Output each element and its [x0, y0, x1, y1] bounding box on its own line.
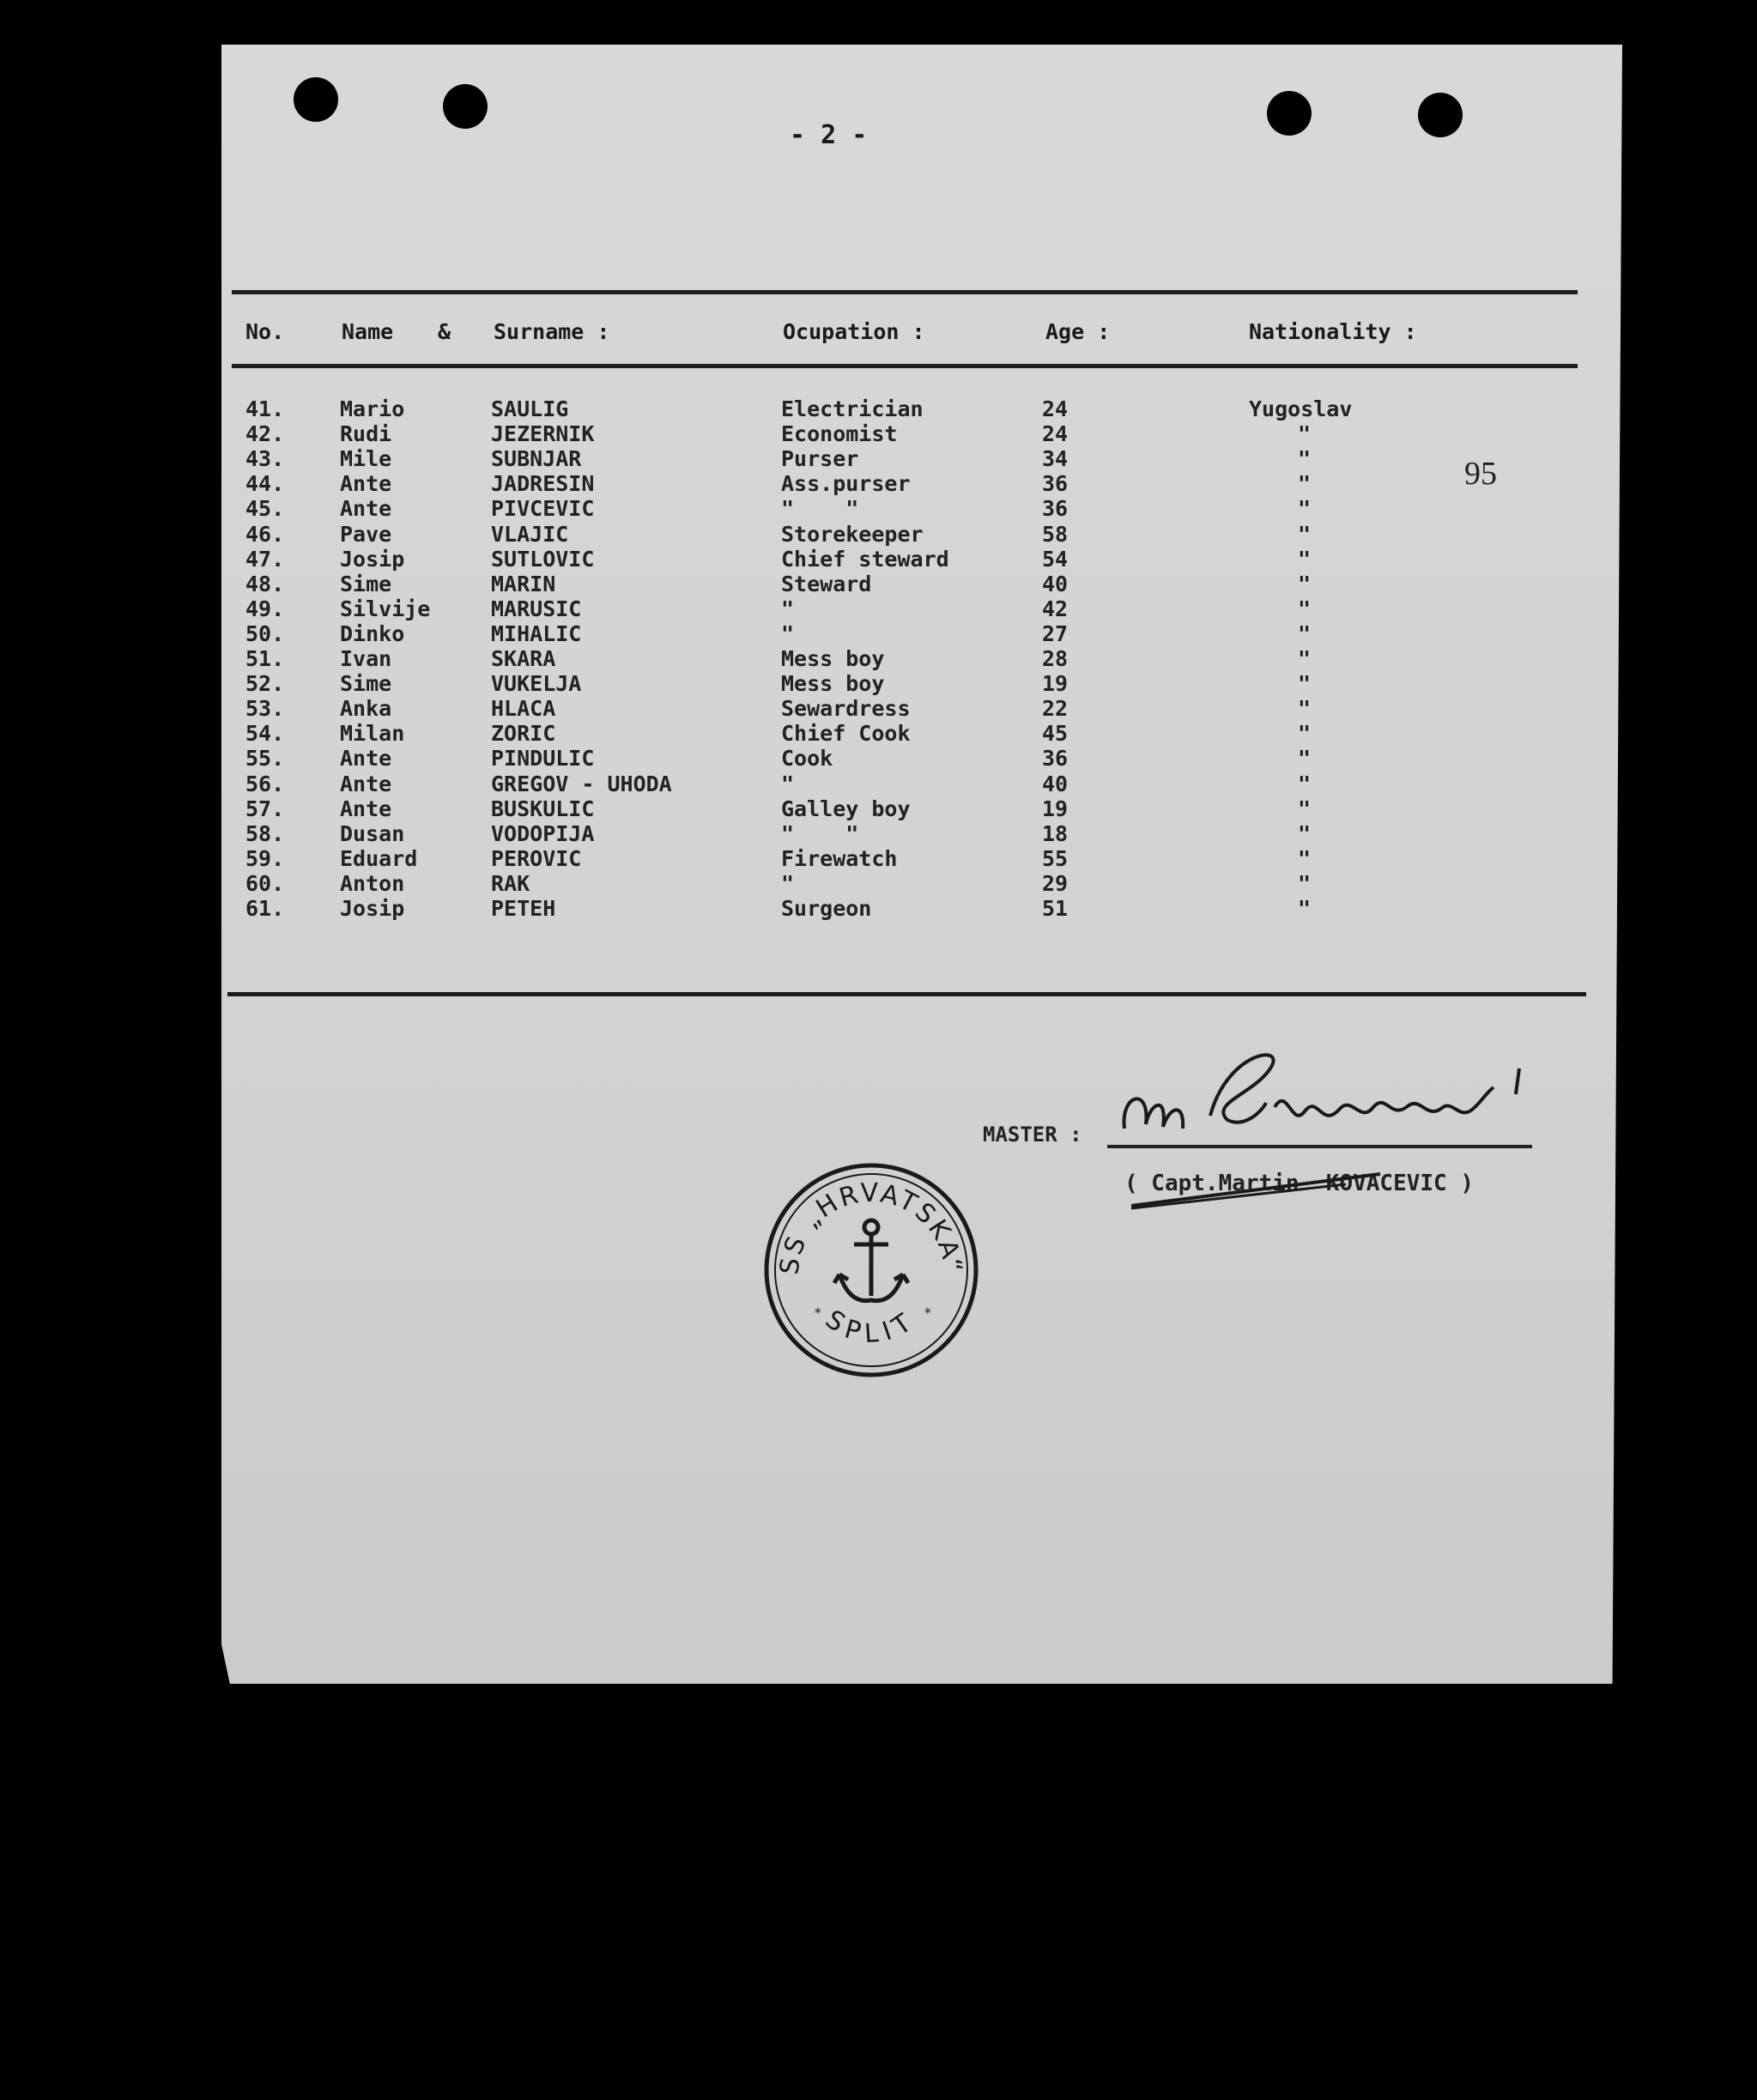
- row-name: Mario: [340, 396, 405, 421]
- row-surname: MARUSIC: [491, 596, 582, 621]
- row-name: Josip: [340, 896, 405, 921]
- row-nationality: ": [1298, 796, 1312, 821]
- row-number: 50.: [245, 621, 285, 646]
- header-rule: [232, 364, 1578, 368]
- row-name: Eduard: [340, 846, 418, 871]
- row-nationality: ": [1298, 896, 1312, 921]
- punch-hole: [443, 84, 488, 129]
- table-row: [0, 796, 1757, 821]
- row-nationality: ": [1298, 446, 1312, 471]
- table-row: [0, 646, 1757, 671]
- row-occupation: " ": [781, 496, 859, 521]
- row-age: 19: [1042, 796, 1069, 821]
- row-surname: SKARA: [491, 646, 556, 671]
- row-number: 43.: [245, 446, 285, 471]
- table-row: [0, 746, 1757, 771]
- row-name: Mile: [340, 446, 392, 471]
- row-age: 28: [1042, 646, 1069, 671]
- row-name: Sime: [340, 671, 392, 696]
- row-age: 36: [1042, 471, 1069, 496]
- row-age: 42: [1042, 596, 1069, 621]
- row-surname: RAK: [491, 871, 530, 896]
- row-age: 18: [1042, 821, 1069, 846]
- row-nationality: ": [1298, 421, 1312, 446]
- row-occupation: Sewardress: [781, 696, 911, 721]
- row-nationality: ": [1298, 522, 1312, 547]
- row-surname: JEZERNIK: [491, 421, 595, 446]
- row-number: 54.: [245, 721, 285, 746]
- signature: [1116, 1034, 1545, 1154]
- row-age: 40: [1042, 772, 1069, 796]
- signature-line: [1107, 1145, 1532, 1148]
- row-number: 49.: [245, 596, 285, 621]
- bottom-rule: [227, 992, 1586, 996]
- table-row: [0, 871, 1757, 896]
- row-name: Milan: [340, 721, 405, 746]
- table-row: [0, 496, 1757, 521]
- row-nationality: ": [1298, 871, 1312, 896]
- row-nationality: ": [1298, 721, 1312, 746]
- row-nationality: ": [1298, 621, 1312, 646]
- row-name: Ivan: [340, 646, 392, 671]
- row-number: 48.: [245, 572, 285, 596]
- row-age: 55: [1042, 846, 1069, 871]
- row-number: 61.: [245, 896, 285, 921]
- row-occupation: Storekeeper: [781, 522, 924, 547]
- row-name: Ante: [340, 772, 392, 796]
- row-nationality: ": [1298, 846, 1312, 871]
- row-surname: VODOPIJA: [491, 821, 595, 846]
- row-name: Pave: [340, 522, 392, 547]
- row-occupation: Galley boy: [781, 796, 911, 821]
- row-name: Anka: [340, 696, 392, 721]
- table-row: [0, 696, 1757, 721]
- master-label: MASTER :: [983, 1123, 1082, 1147]
- row-nationality: ": [1298, 596, 1312, 621]
- handwritten-annotation: 95: [1464, 456, 1497, 492]
- row-occupation: Mess boy: [781, 671, 885, 696]
- row-nationality: ": [1298, 772, 1312, 796]
- row-occupation: Ass.purser: [781, 471, 911, 496]
- table-row: [0, 547, 1757, 572]
- row-occupation: Purser: [781, 446, 859, 471]
- row-number: 41.: [245, 396, 285, 421]
- table-row: [0, 721, 1757, 746]
- row-age: 36: [1042, 496, 1069, 521]
- row-name: Anton: [340, 871, 405, 896]
- row-surname: PEROVIC: [491, 846, 582, 871]
- table-row: [0, 522, 1757, 547]
- table-row: [0, 396, 1757, 421]
- header-nationality: Nationality :: [1249, 319, 1417, 344]
- row-nationality: ": [1298, 496, 1312, 521]
- row-occupation: Steward: [781, 572, 872, 596]
- row-nationality: ": [1298, 646, 1312, 671]
- svg-text:*: *: [814, 1304, 822, 1321]
- row-surname: SUBNJAR: [491, 446, 582, 471]
- row-age: 24: [1042, 396, 1069, 421]
- row-name: Dinko: [340, 621, 405, 646]
- row-number: 55.: [245, 746, 285, 771]
- row-name: Josip: [340, 547, 405, 572]
- row-occupation: ": [781, 621, 795, 646]
- row-number: 56.: [245, 772, 285, 796]
- row-number: 51.: [245, 646, 285, 671]
- row-occupation: Economist: [781, 421, 898, 446]
- row-age: 27: [1042, 621, 1069, 646]
- row-occupation: Cook: [781, 746, 833, 771]
- table-row: [0, 671, 1757, 696]
- header-name: Name: [342, 319, 394, 344]
- row-surname: PINDULIC: [491, 746, 595, 771]
- row-number: 60.: [245, 871, 285, 896]
- row-number: 47.: [245, 547, 285, 572]
- row-surname: JADRESIN: [491, 471, 595, 496]
- row-age: 54: [1042, 547, 1069, 572]
- row-nationality: ": [1298, 547, 1312, 572]
- row-age: 58: [1042, 522, 1069, 547]
- row-name: Sime: [340, 572, 392, 596]
- row-occupation: ": [781, 871, 795, 896]
- row-number: 46.: [245, 522, 285, 547]
- strike-through-mark: [1131, 1167, 1380, 1210]
- row-number: 59.: [245, 846, 285, 871]
- stamp-top-text: SS „HRVATSKA“: [774, 1177, 968, 1276]
- row-name: Ante: [340, 796, 392, 821]
- row-nationality: ": [1298, 471, 1312, 496]
- master-typed-name: ( Capt.Martin KOVACEVIC ): [1124, 1171, 1474, 1196]
- row-number: 42.: [245, 421, 285, 446]
- row-age: 19: [1042, 671, 1069, 696]
- punch-hole: [1418, 93, 1463, 137]
- table-row: [0, 821, 1757, 846]
- row-name: Ante: [340, 471, 392, 496]
- row-surname: ZORIC: [491, 721, 556, 746]
- table-row: [0, 896, 1757, 921]
- header-occupation: Ocupation :: [783, 319, 925, 344]
- row-occupation: Mess boy: [781, 646, 885, 671]
- row-surname: VUKELJA: [491, 671, 582, 696]
- row-surname: GREGOV - UHODA: [491, 772, 672, 796]
- row-age: 36: [1042, 746, 1069, 771]
- row-occupation: Firewatch: [781, 846, 898, 871]
- row-number: 53.: [245, 696, 285, 721]
- header-no: No.: [245, 319, 285, 344]
- table-row: [0, 772, 1757, 796]
- svg-text:SPLIT: [820, 1304, 923, 1349]
- row-age: 51: [1042, 896, 1069, 921]
- row-surname: SAULIG: [491, 396, 569, 421]
- table-row: [0, 846, 1757, 871]
- row-occupation: ": [781, 772, 795, 796]
- punch-hole: [294, 77, 338, 122]
- row-occupation: Electrician: [781, 396, 924, 421]
- row-occupation: " ": [781, 821, 859, 846]
- row-age: 40: [1042, 572, 1069, 596]
- row-age: 45: [1042, 721, 1069, 746]
- row-surname: PETEH: [491, 896, 556, 921]
- row-surname: MIHALIC: [491, 621, 582, 646]
- row-name: Silvije: [340, 596, 431, 621]
- table-row: [0, 572, 1757, 596]
- table-row: [0, 621, 1757, 646]
- ship-stamp: [755, 1163, 987, 1377]
- row-name: Ante: [340, 746, 392, 771]
- header-age: Age :: [1045, 319, 1111, 344]
- svg-text:*: *: [924, 1304, 932, 1321]
- row-surname: SUTLOVIC: [491, 547, 595, 572]
- row-occupation: ": [781, 596, 795, 621]
- row-nationality: Yugoslav: [1249, 396, 1353, 421]
- row-number: 45.: [245, 496, 285, 521]
- row-occupation: Chief steward: [781, 547, 949, 572]
- table-row: [0, 596, 1757, 621]
- table-row: [0, 421, 1757, 446]
- row-name: Rudi: [340, 421, 392, 446]
- row-surname: PIVCEVIC: [491, 496, 595, 521]
- row-occupation: Chief Cook: [781, 721, 911, 746]
- stamp-bottom-text: SPLIT: [820, 1304, 923, 1350]
- top-rule: [232, 290, 1578, 294]
- punch-hole: [1267, 91, 1312, 136]
- row-age: 34: [1042, 446, 1069, 471]
- row-nationality: ": [1298, 746, 1312, 771]
- row-number: 52.: [245, 671, 285, 696]
- row-nationality: ": [1298, 821, 1312, 846]
- row-number: 58.: [245, 821, 285, 846]
- row-age: 29: [1042, 871, 1069, 896]
- header-surname: Surname :: [494, 319, 610, 344]
- row-surname: MARIN: [491, 572, 556, 596]
- row-age: 22: [1042, 696, 1069, 721]
- row-surname: BUSKULIC: [491, 796, 595, 821]
- row-nationality: ": [1298, 696, 1312, 721]
- row-age: 24: [1042, 421, 1069, 446]
- row-nationality: ": [1298, 572, 1312, 596]
- row-number: 44.: [245, 471, 285, 496]
- page-number: - 2 -: [790, 120, 868, 150]
- row-surname: VLAJIC: [491, 522, 569, 547]
- row-name: Ante: [340, 496, 392, 521]
- row-name: Dusan: [340, 821, 405, 846]
- anchor-icon: [834, 1220, 908, 1301]
- row-surname: HLACA: [491, 696, 556, 721]
- row-number: 57.: [245, 796, 285, 821]
- row-occupation: Surgeon: [781, 896, 872, 921]
- header-amp: &: [438, 319, 451, 344]
- row-nationality: ": [1298, 671, 1312, 696]
